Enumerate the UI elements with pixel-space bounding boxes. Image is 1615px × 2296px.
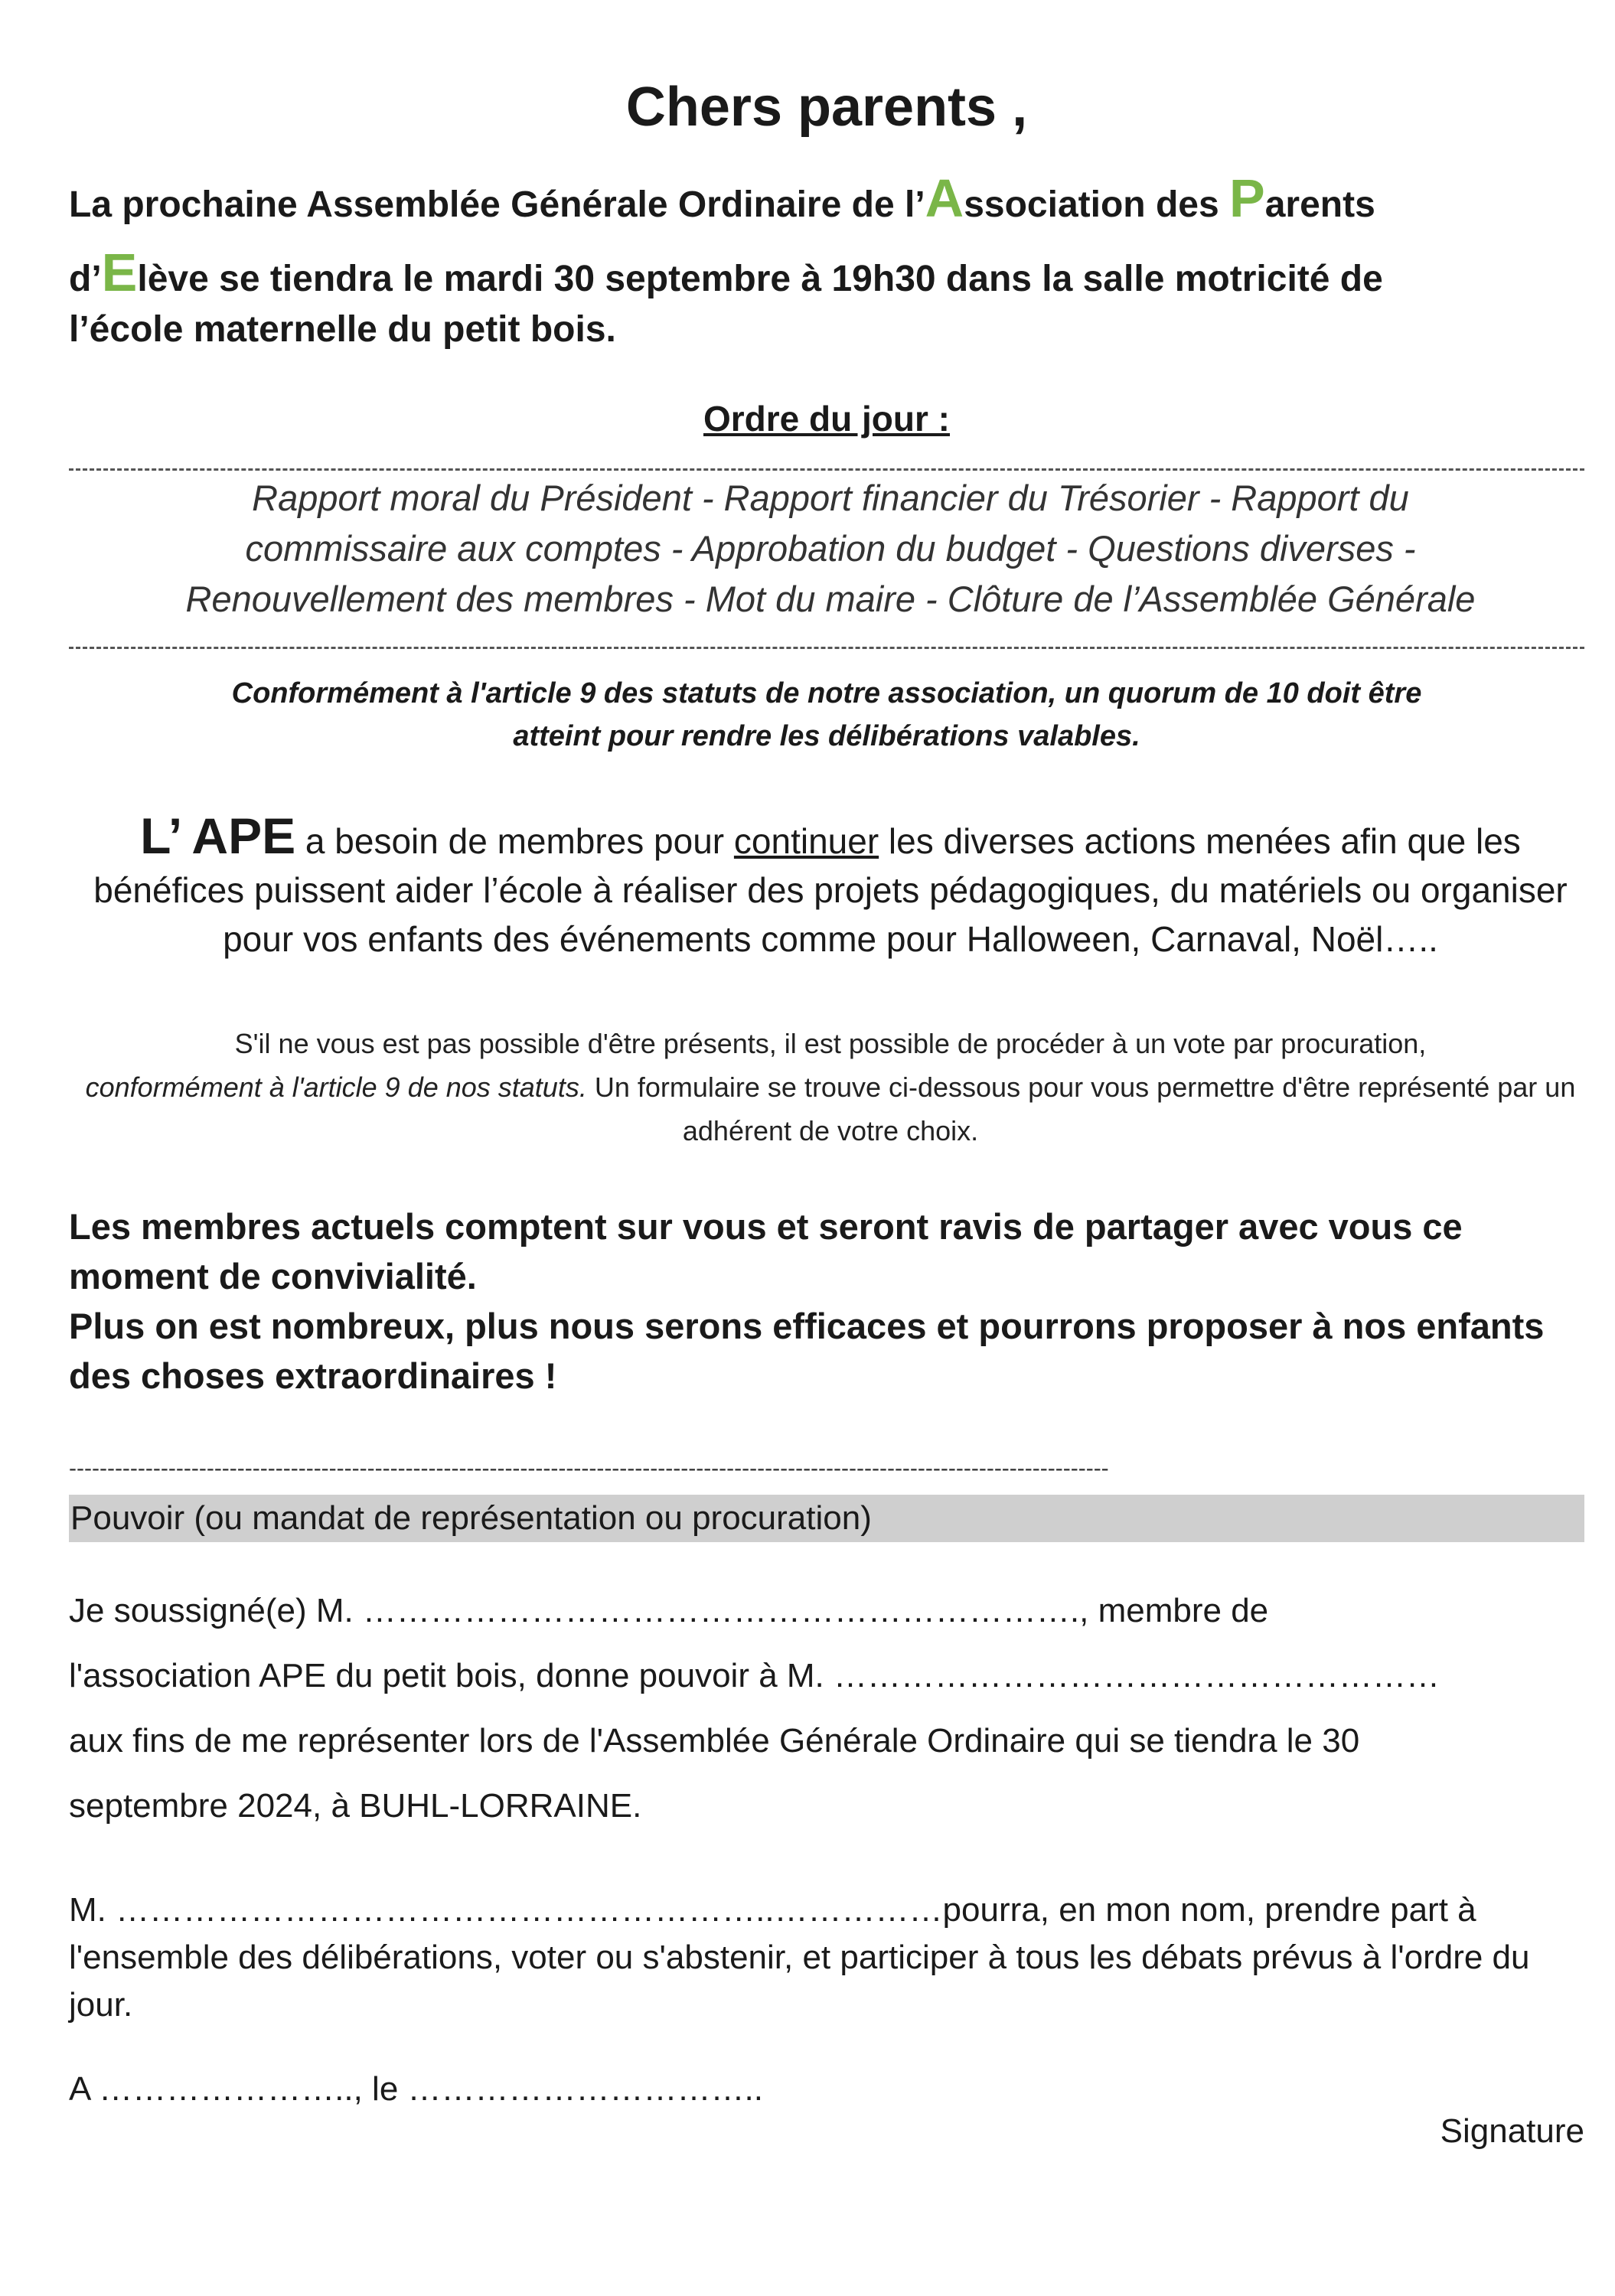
signature-label: Signature <box>1440 2112 1584 2150</box>
agenda-line: commissaire aux comptes - Approbation du budget - Questions diverses - <box>245 528 1416 569</box>
intro-paragraph <box>69 165 1592 364</box>
members-message <box>69 1202 1592 1401</box>
intro-text: d’ <box>69 259 102 299</box>
quorum-notice <box>69 672 1584 758</box>
proxy-note-text: Un formulaire se trouve ci-dessous pour vous permettre d'être représenté par un adhérent de votre choix. <box>586 1071 1576 1146</box>
intro-text: lève se tiendra le mardi 30 septembre à 19h30 dans la salle motricité de <box>137 259 1383 299</box>
form-line: aux fins de me représenter lors de l'Assemblée Générale Ordinaire qui se tiendra le 30 <box>69 1722 1360 1760</box>
highlight-letter-a: A <box>925 168 964 228</box>
ape-name: L’ APE <box>140 807 296 864</box>
ape-appeal <box>69 807 1592 964</box>
page-title: Chers parents , <box>625 77 1028 138</box>
dashed-divider <box>69 468 1584 471</box>
form-header: Pouvoir (ou mandat de représentation ou procuration) <box>69 1495 1584 1542</box>
dashed-divider <box>69 647 1584 649</box>
proxy-note <box>69 1022 1592 1153</box>
agenda-line: Rapport moral du Président - Rapport financier du Trésorier - Rapport du <box>252 478 1409 518</box>
place-date-line: A ………………….., le ………………………….. <box>69 2070 763 2108</box>
proxy-note-text: S'il ne vous est pas possible d'être présents, il est possible de procéder à un vote par procuration, <box>234 1028 1427 1059</box>
intro-text: La prochaine Assemblée Générale Ordinaire de l’ <box>69 184 925 225</box>
members-line: Plus on est nombreux, plus nous serons efficaces et pourrons proposer à nos enfants des choses extraordinaires ! <box>69 1306 1545 1396</box>
agenda-title: Ordre du jour : <box>703 399 950 439</box>
highlight-letter-p: P <box>1229 168 1265 228</box>
document-page <box>69 0 1584 2296</box>
highlight-letter-e: E <box>101 243 138 302</box>
proxy-note-italic: conformément à l'article 9 de nos statuts. <box>85 1071 587 1103</box>
form-line: septembre 2024, à BUHL-LORRAINE. <box>69 1787 642 1825</box>
intro-text: l’école maternelle du petit bois. <box>69 309 616 350</box>
intro-text: ssociation des <box>964 184 1229 225</box>
form-paragraph: M. …………………………………………………..……………pourra, en mon nom, prendre part à l'ensemble des délibérations, voter ou s'abstenir, et participer à tous les débats prévus à l'ordre du jour. <box>69 1891 1530 2024</box>
form-line: l'association APE du petit bois, donne pouvoir à M. ……………………………………………… <box>69 1657 1440 1694</box>
agenda-items <box>69 473 1592 625</box>
members-line: Les membres actuels comptent sur vous et seront ravis de partager avec vous ce moment de convivialité. <box>69 1206 1463 1296</box>
quorum-line: Conformément à l'article 9 des statuts de notre association, un quorum de 10 doit être <box>231 677 1422 709</box>
intro-text: arents <box>1264 184 1375 225</box>
form-line: Je soussigné(e) M. ………………………………………………………., membre de <box>69 1592 1269 1629</box>
agenda-line: Renouvellement des membres - Mot du maire - Clôture de l’Assemblée Générale <box>185 579 1476 619</box>
ape-text: a besoin de membres pour <box>295 821 734 861</box>
ape-underlined-word: continuer <box>733 821 879 861</box>
quorum-line: atteint pour rendre les délibérations valables. <box>513 720 1140 752</box>
ape-text: les diverses actions menées afin que les bénéfices puissent aider l’école à réaliser des projets pédagogiques, du matériels ou organiser pour vos enfants des événements comme pour Halloween, Carnaval, Noël….. <box>93 821 1568 959</box>
cut-line: ---------------------------------------------------------------------------------------------------------------------------------------- <box>69 1456 1109 1481</box>
